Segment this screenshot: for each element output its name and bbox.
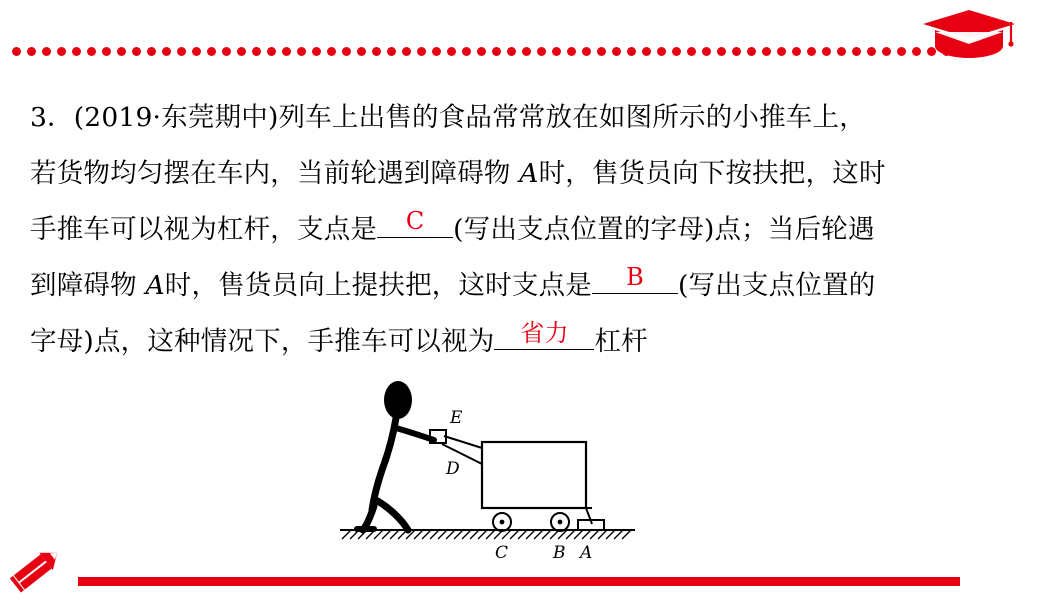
rule-dot: [792, 47, 801, 56]
rule-dot: [507, 47, 516, 56]
rule-dot: [687, 47, 696, 56]
rule-dot: [717, 47, 726, 56]
rule-dot: [447, 47, 456, 56]
rule-dot: [702, 47, 711, 56]
rule-dot: [882, 47, 891, 56]
rule-dot: [267, 47, 276, 56]
rule-dot: [237, 47, 246, 56]
obstacle-letter-a1: A: [519, 158, 539, 189]
question-line-3-text-a: 手推车可以视为杠杆，支点是: [30, 214, 378, 245]
rule-dot: [612, 47, 621, 56]
rule-dot: [342, 47, 351, 56]
rule-dot: [417, 47, 426, 56]
rule-dot: [162, 47, 171, 56]
figure-label-c: C: [495, 543, 509, 563]
rule-dot: [477, 47, 486, 56]
rule-dot: [522, 47, 531, 56]
dotted-rule: [12, 46, 937, 56]
rule-dot: [912, 47, 921, 56]
rule-dot: [222, 47, 231, 56]
answer-blank-2-value: B: [626, 263, 644, 291]
rule-dot: [402, 47, 411, 56]
rule-dot: [822, 47, 831, 56]
rule-dot: [72, 47, 81, 56]
hand-cart-lever-diagram: [330, 378, 670, 568]
question-line-3: [30, 202, 1010, 258]
rule-dot: [372, 47, 381, 56]
rule-dot: [297, 47, 306, 56]
rule-dot: [762, 47, 771, 56]
rule-dot: [732, 47, 741, 56]
rule-dot: [852, 47, 861, 56]
question-line-3-text-b: (写出支点位置的字母)点；当后轮遇: [453, 214, 875, 245]
top-decoration-band: [0, 0, 1039, 78]
rule-dot: [432, 47, 441, 56]
rule-dot: [57, 47, 66, 56]
rule-dot: [387, 47, 396, 56]
answer-blank-3[interactable]: [494, 315, 594, 350]
question-line-5: [30, 314, 1010, 370]
rule-dot: [552, 47, 561, 56]
rule-dot: [87, 47, 96, 56]
rule-dot: [642, 47, 651, 56]
rule-dot: [462, 47, 471, 56]
figure-label-d: D: [446, 459, 460, 479]
rule-dot: [672, 47, 681, 56]
rule-dot: [837, 47, 846, 56]
question-line-4-text-b: 时，售货员向上提扶把，这时支点是: [164, 270, 592, 301]
question-line-4: [30, 258, 1010, 314]
rule-dot: [807, 47, 816, 56]
rule-dot: [252, 47, 261, 56]
question-line-1-text: 3．(2019·东莞期中)列车上出售的食品常常放在如图所示的小推车上，: [30, 102, 866, 133]
rule-dot: [567, 47, 576, 56]
rule-dot: [117, 47, 126, 56]
rule-dot: [102, 47, 111, 56]
question-line-4-text-c: (写出支点位置的: [677, 270, 876, 301]
rule-dot: [207, 47, 216, 56]
pencil-icon: [8, 540, 70, 594]
answer-blank-3-value: 省力: [520, 319, 569, 347]
red-bottom-bar: [78, 577, 960, 586]
question-line-1: [30, 90, 1010, 146]
rule-dot: [492, 47, 501, 56]
rule-dot: [147, 47, 156, 56]
rule-dot: [177, 47, 186, 56]
question-block: [30, 90, 1010, 370]
rule-dot: [132, 47, 141, 56]
rule-dot: [777, 47, 786, 56]
answer-blank-1[interactable]: [377, 203, 453, 238]
rule-dot: [537, 47, 546, 56]
rule-dot: [867, 47, 876, 56]
graduation-cap-icon: [921, 8, 1017, 60]
question-line-4-text-a: 到障碍物: [30, 270, 146, 301]
answer-blank-1-value: C: [405, 207, 425, 235]
rule-dot: [27, 47, 36, 56]
obstacle-letter-a2: A: [145, 270, 165, 301]
rule-dot: [357, 47, 366, 56]
rule-dot: [282, 47, 291, 56]
rule-dot: [312, 47, 321, 56]
question-line-2-text-a: 若货物均匀摆在车内，当前轮遇到障碍物: [30, 158, 520, 189]
figure-label-e: E: [450, 408, 463, 428]
rule-dot: [327, 47, 336, 56]
question-line-2: [30, 146, 1010, 202]
rule-dot: [12, 47, 21, 56]
figure-label-a: A: [580, 543, 593, 563]
rule-dot: [42, 47, 51, 56]
rule-dot: [192, 47, 201, 56]
rule-dot: [747, 47, 756, 56]
rule-dot: [597, 47, 606, 56]
rule-dot: [627, 47, 636, 56]
question-line-2-text-b: 时，售货员向下按扶把，这时: [538, 158, 886, 189]
rule-dot: [582, 47, 591, 56]
figure-label-b: B: [553, 543, 566, 563]
answer-blank-2[interactable]: [592, 259, 678, 294]
rule-dot: [897, 47, 906, 56]
question-line-5-text-a: 字母)点，这种情况下，手推车可以视为: [30, 326, 495, 357]
rule-dot: [657, 47, 666, 56]
question-line-5-text-b: 杠杆: [594, 326, 648, 357]
